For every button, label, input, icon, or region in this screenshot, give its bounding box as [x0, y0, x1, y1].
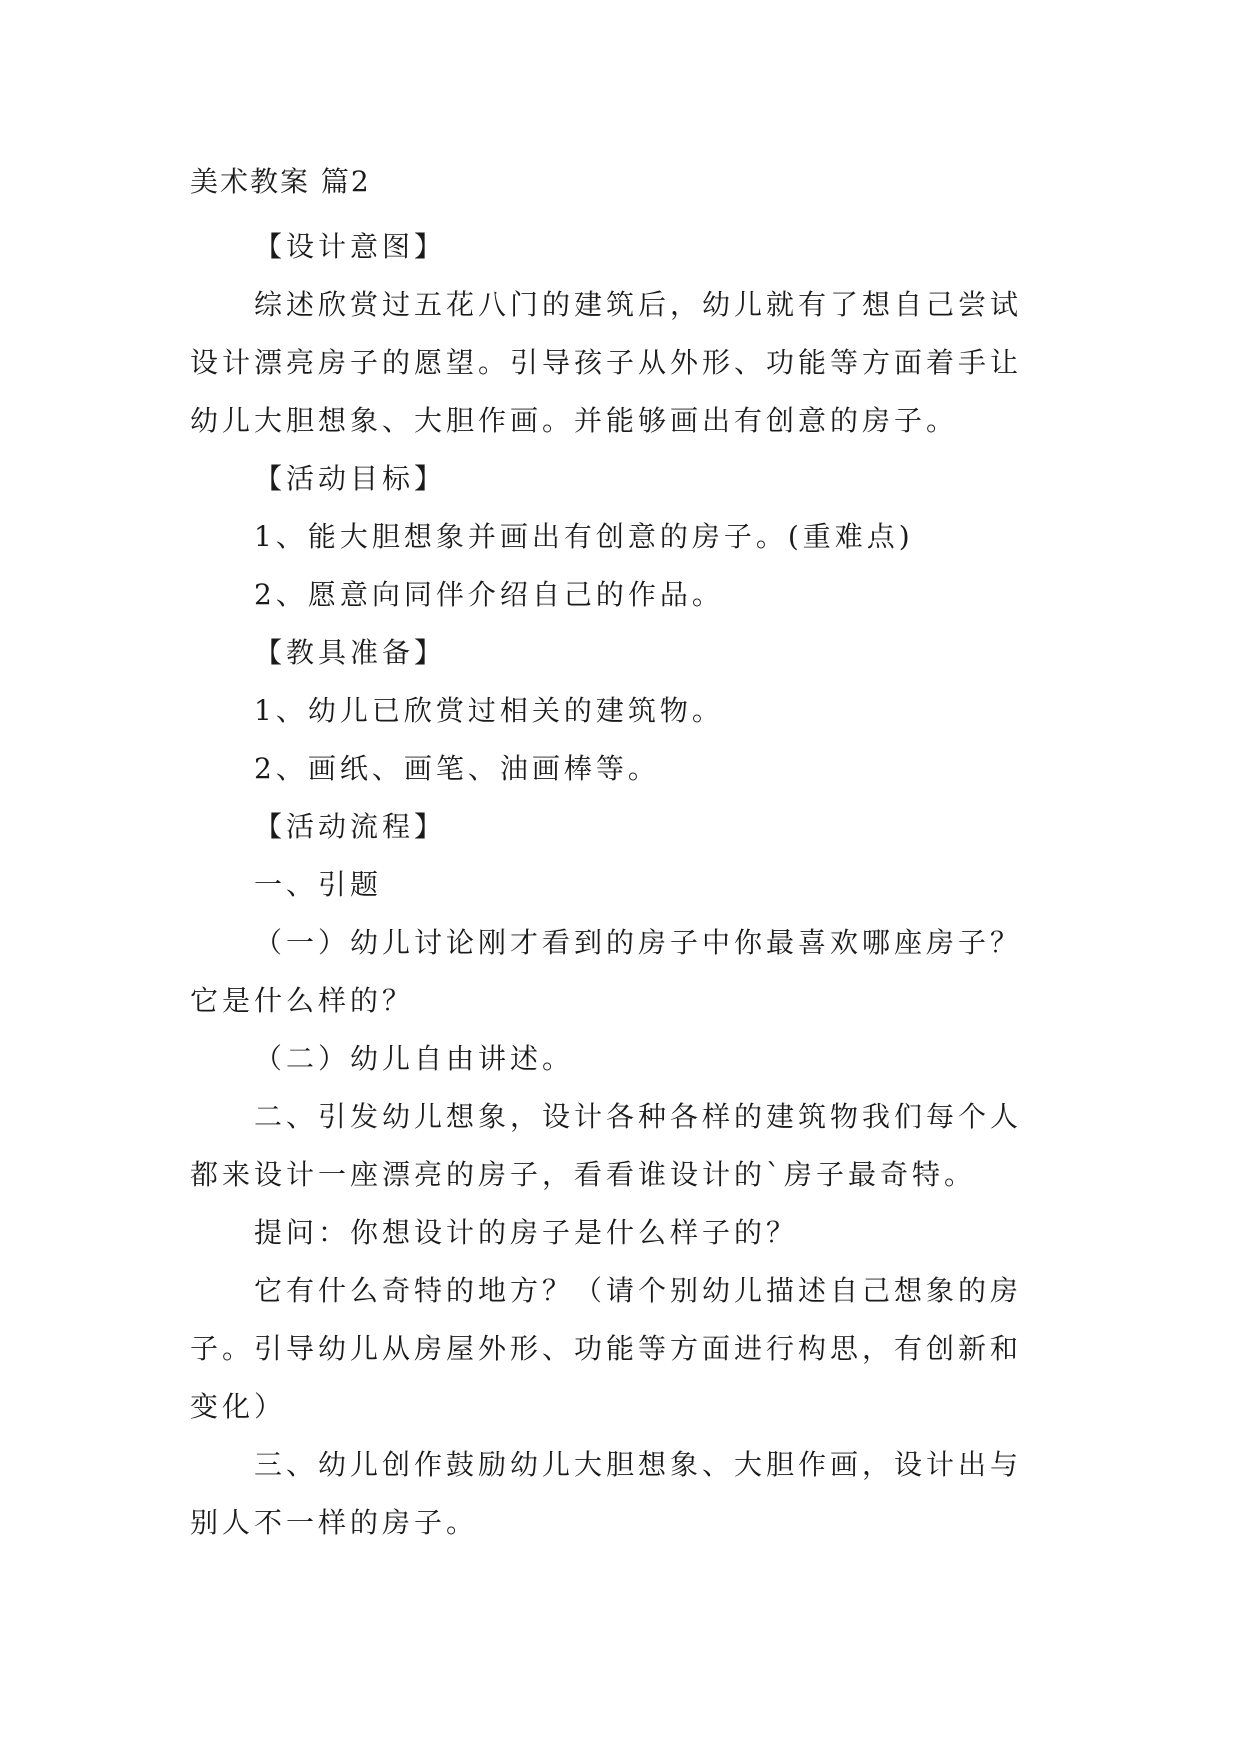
paragraph-design-intent: 综述欣赏过五花八门的建筑后，幼儿就有了想自己尝试设计漂亮房子的愿望。引导孩子从外形、功能等方面着手让幼儿大胆想象、大胆作画。并能够画出有创意的房子。: [190, 288, 1023, 437]
flow-step-3: 三、幼儿创作鼓励幼儿大胆想象、大胆作画，设计出与别人不一样的房子。: [190, 1448, 1023, 1539]
goal-item-2: 2、愿意向同伴介绍自己的作品。: [254, 578, 724, 611]
teaching-aid-item-2: 2、画纸、画笔、油画棒等。: [254, 752, 660, 785]
section-heading-activity-flow: 【活动流程】: [254, 810, 447, 843]
teaching-aid-item-1: 1、幼儿已欣赏过相关的建筑物。: [254, 694, 724, 727]
document-title: 美术教案 篇2: [190, 165, 371, 198]
section-heading-teaching-aids: 【教具准备】: [254, 636, 447, 669]
flow-step-2: 二、引发幼儿想象，设计各种各样的建筑物我们每个人都来设计一座漂亮的房子，看看谁设计的`房子最奇特。: [190, 1100, 1023, 1191]
flow-step-2-followup: 它有什么奇特的地方？（请个别幼儿描述自己想象的房子。引导幼儿从房屋外形、功能等方面进行构思，有创新和变化）: [190, 1274, 1023, 1423]
flow-step-1-sub-2: （二）幼儿自由讲述。: [254, 1042, 575, 1075]
flow-step-1-title: 一、引题: [254, 868, 383, 901]
section-heading-design-intent: 【设计意图】: [254, 230, 447, 263]
flow-step-2-question: 提问：你想设计的房子是什么样子的？: [254, 1216, 799, 1249]
section-heading-activity-goals: 【活动目标】: [254, 462, 447, 495]
flow-step-1-sub-1: （一）幼儿讨论刚才看到的房子中你最喜欢哪座房子？它是什么样的？: [190, 926, 1023, 1017]
goal-item-1: 1、能大胆想象并画出有创意的房子。(重难点): [254, 520, 914, 553]
document-body: [190, 218, 1050, 1552]
